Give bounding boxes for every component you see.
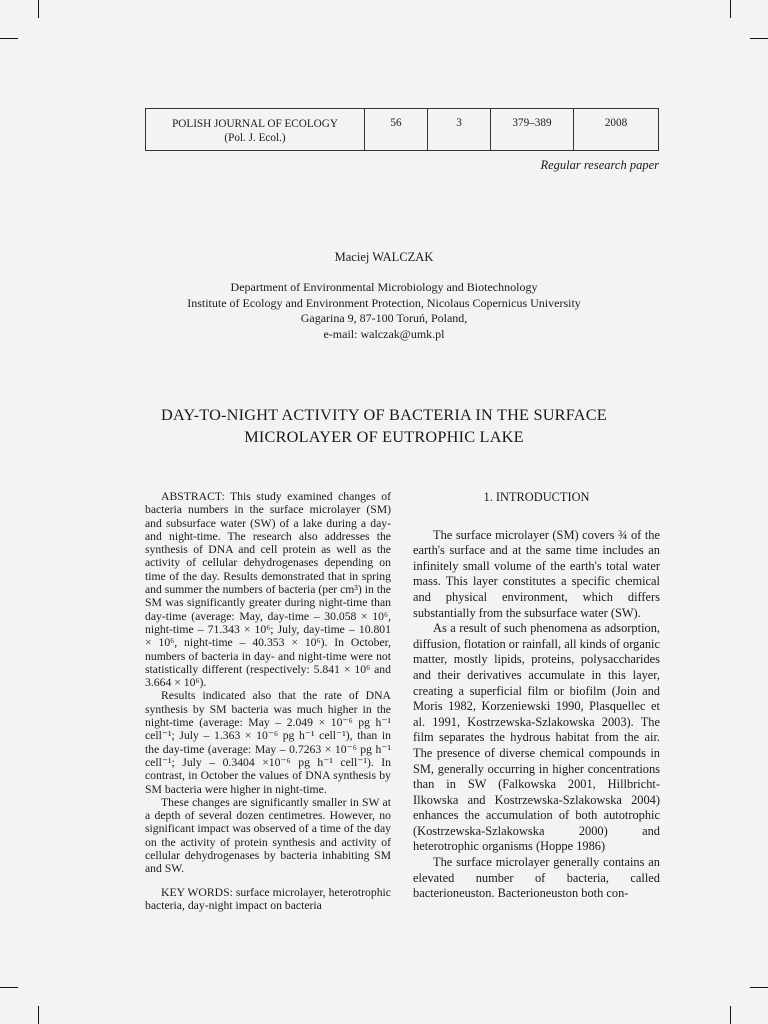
abstract-paragraph: These changes are significantly smaller in SW at a depth of several dozen centimetres. However, no significant impact was observed of a time of the day on the activity of protein synthesis and activity of cellular dehydrogenases by bacteria inhabiting SM and SW. — [145, 795, 391, 876]
section-heading: 1. INTRODUCTION — [483, 490, 590, 504]
paper-title — [0, 404, 768, 448]
journal-abbr: (Pol. J. Ecol.) — [224, 132, 286, 144]
crop-mark — [38, 1006, 39, 1024]
journal-name-cell — [146, 109, 365, 150]
affiliation — [0, 280, 768, 342]
journal-name: POLISH JOURNAL OF ECOLOGY — [172, 118, 338, 130]
journal-volume: 56 — [365, 109, 428, 150]
introduction-column — [413, 490, 660, 902]
abstract-column — [145, 490, 391, 912]
affiliation-email: e-mail: walczak@umk.pl — [323, 326, 445, 341]
affiliation-line: Institute of Ecology and Environment Protection, Nicolaus Copernicus University — [187, 295, 581, 310]
intro-paragraph: The surface microlayer generally contains an elevated number of bacteria, called bacterioneuston. Bacterioneuston both con- — [413, 855, 660, 901]
journal-issue: 3 — [428, 109, 491, 150]
title-line: DAY-TO-NIGHT ACTIVITY OF BACTERIA IN THE SURFACE — [161, 405, 607, 424]
crop-mark — [750, 38, 768, 39]
author-name: Maciej WALCZAK — [334, 250, 434, 264]
abstract-paragraph: Results indicated also that the rate of DNA synthesis by SM bacteria was much higher in the night-time (average: May – 2.049 × 10⁻⁶ pg h⁻¹ cell⁻¹; July – 1.363 × 10⁻⁶ pg h⁻¹ cell⁻¹), than in the day-time (average: May – 0.7263 × 10⁻⁶ pg h⁻¹ cell⁻¹; July – 0.3404 ×10⁻⁶ pg h⁻¹ cell⁻¹). In contrast, in October the values of DNA synthesis by SM bacteria were higher in night-time. — [145, 689, 391, 796]
intro-paragraph: As a result of such phenomena as adsorption, diffusion, flotation or rainfall, all kinds of organic matter, mostly lipids, proteins, polysaccharides and their derivatives accumulate in this layer, creating a superficial film or biofilm (Join and Moris 1982, Korzeniewski 1990, Plasquellec et al. 1991, Kostrzewska-Szlakowska 2003). The film separates the hydrous habitat from the air. The presence of diverse chemical compounds in SM, generally occurring in higher concentrations than in SW (Falkowska 2001, Hillbricht-Ilkowska and Kostrzewska-Szlakowska 2004) enhances the accumulation of both autotrophic (Kostrzewska-Szlakowska 2000) and heterotrophic organisms (Hoppe 1986) — [413, 621, 660, 854]
crop-mark — [0, 38, 18, 39]
crop-mark — [730, 1006, 731, 1024]
paper-type: Regular research paper — [540, 158, 659, 172]
affiliation-line: Department of Environmental Microbiology and Biotechnology — [230, 280, 538, 294]
key-words: KEY WORDS: surface microlayer, heterotrophic bacteria, day-night impact on bacteria — [145, 885, 391, 912]
crop-mark — [0, 987, 18, 988]
crop-mark — [730, 0, 731, 18]
intro-paragraph: The surface microlayer (SM) covers ¾ of the earth's surface and at the same time includes an infinitely small volume of the earth's total water mass. This layer constitutes a specific chemical and physical environment, which differs substantially from the subsurface water (SW). — [413, 527, 660, 620]
journal-pages: 379–389 — [491, 109, 574, 150]
crop-mark — [38, 0, 39, 18]
journal-year: 2008 — [604, 117, 628, 129]
affiliation-line: Gagarina 9, 87-100 Toruń, Poland, — [300, 311, 468, 325]
crop-mark — [750, 987, 768, 988]
journal-info-table — [145, 108, 659, 151]
abstract-paragraph: ABSTRACT: This study examined changes of bacteria numbers in the surface microlayer (SM) and subsurface water (SW) of a lake during a day- and night-time. The research also addresses the synthesis of DNA and cell protein as well as the activity of cellular dehydrogenases depending on time of the day. Results demonstrated that in spring and summer the numbers of bacteria (per cm³) in the SM was significantly greater during night-time than day-time (average: May, day-time – 30.058 × 10⁶, night-time – 71.343 × 10⁶; July, day-time – 10.801 × 10⁶, night-time – 40.353 × 10⁶). In October, numbers of bacteria in day- and night-time were not statistically different (respectively: 5.841 × 10⁶ and 3.664 × 10⁶). — [145, 490, 391, 690]
title-line: MICROLAYER OF EUTROPHIC LAKE — [244, 427, 524, 446]
